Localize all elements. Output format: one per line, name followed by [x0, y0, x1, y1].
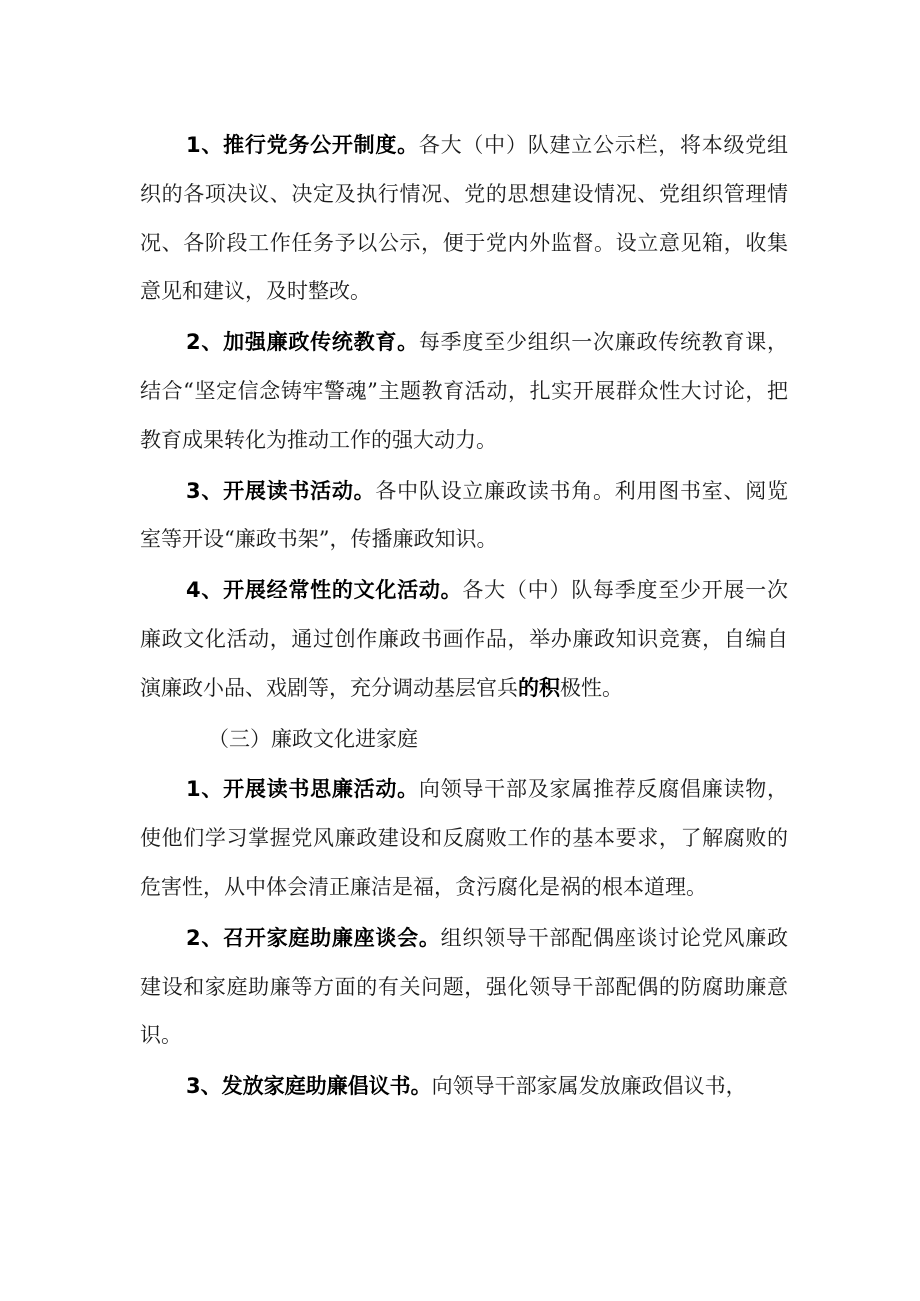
- paragraph-text: 组织领导干部配偶座谈讨论党风廉政建设和家庭助廉等方面的有关问题，强化领导干部配偶的防腐助廉意识。: [140, 925, 788, 1048]
- paragraph-text: 每季度至少组织一次廉政传统教育课，结合“坚定信念铸牢警魂”主题教育活动，扎实开展群众性大讨论，把教育成果转化为推动工作的强大动力。: [140, 330, 788, 452]
- paragraph-integrity-education: [140, 318, 788, 464]
- paragraph-text: 各大（中）队建立公示栏，将本级党组织的各项决议、决定及执行情况、党的思想建设情况、党组织管理情况、各阶段工作任务予以公示，便于党内外监督。设立意见箱，收集意见和建议，及时整改。: [140, 133, 788, 304]
- paragraph-lead: 1、推行党务公开制度。: [186, 133, 419, 157]
- section-heading: （三）廉政文化进家庭: [208, 726, 418, 751]
- paragraph-lead: 2、召开家庭助廉座谈会。: [186, 925, 441, 950]
- paragraph-reading-integrity: [140, 765, 788, 911]
- paragraph-text: 各中队设立廉政读书角。利用图书室、阅览室等开设“廉政书架”，传播廉政知识。: [140, 478, 788, 552]
- paragraph-lead: 3、开展读书活动。: [186, 478, 376, 503]
- paragraph-lead: 3、发放家庭助廉倡议书。: [186, 1074, 432, 1099]
- paragraph-family-symposium: [140, 914, 788, 1060]
- paragraph-text: 向领导干部及家属推荐反腐倡廉读物，使他们学习掌握党风廉政建设和反腐败工作的基本要求，了解腐败的危害性，从中体会清正廉洁是福，贪污腐化是祸的根本道理。: [140, 777, 788, 899]
- paragraph-text: 各大（中）队每季度至少开展一次廉政文化活动，通过创作廉政书画作品，举办廉政知识竞赛，自编自演廉政小品、戏剧等，充分调动基层官兵: [140, 578, 788, 700]
- document-body: [140, 121, 788, 1111]
- paragraph-tail: 极性。: [560, 675, 623, 700]
- paragraph-lead: 1、开展读书思廉活动。: [186, 777, 419, 802]
- paragraph-bold-fragment: 的积: [518, 675, 560, 700]
- paragraph-lead: 2、加强廉政传统教育。: [186, 330, 419, 355]
- paragraph-text: 向领导干部家属发放廉政倡议书，: [431, 1074, 747, 1099]
- paragraph-family-proposal: [140, 1062, 788, 1111]
- paragraph-cultural-activities: [140, 566, 788, 712]
- paragraph-party-affairs-disclosure: [140, 121, 788, 316]
- paragraph-reading-activity: [140, 467, 788, 565]
- paragraph-lead: 4、开展经常性的文化活动。: [186, 578, 463, 603]
